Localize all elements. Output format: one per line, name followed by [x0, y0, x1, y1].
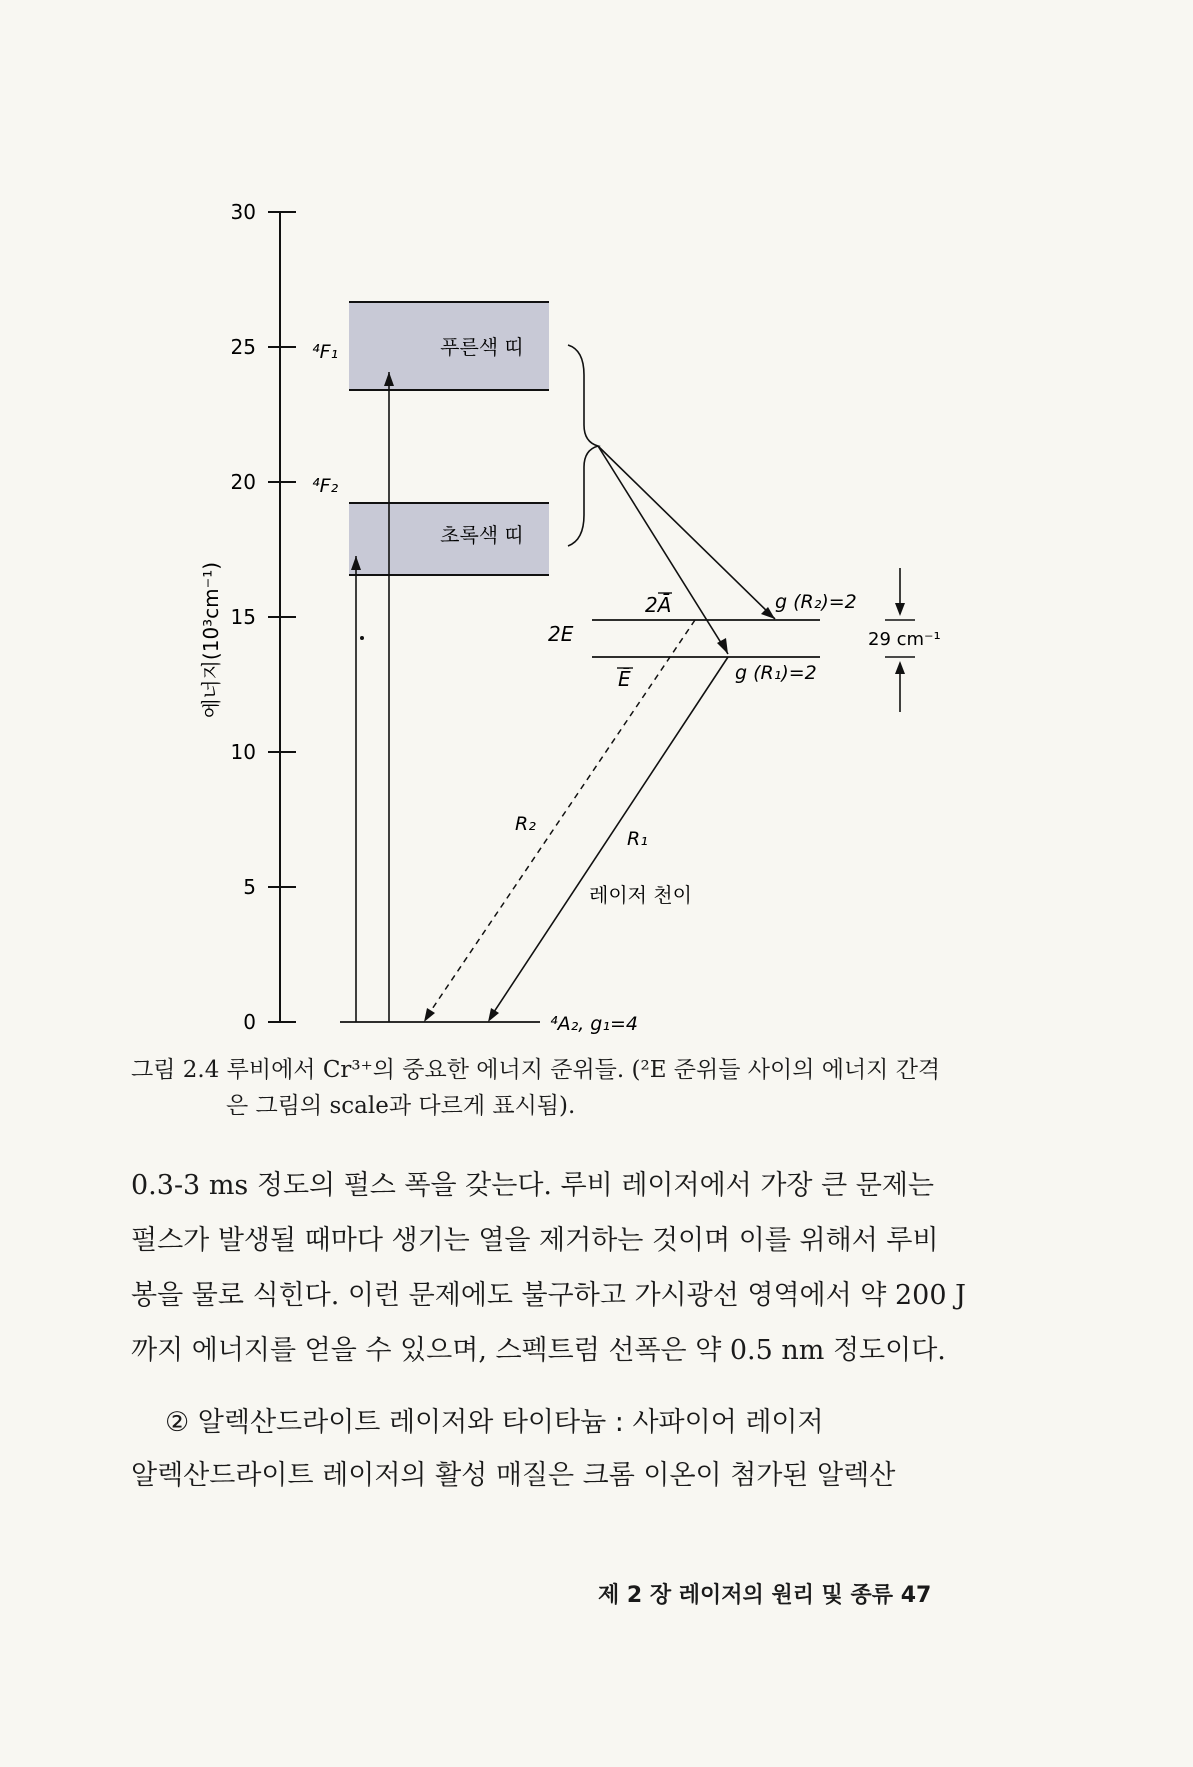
figure-caption: [131, 1052, 1031, 1124]
splitting-arrow-bottom-head: [895, 661, 905, 674]
y-axis: [231, 200, 296, 1034]
transition-r1-head: [488, 1008, 499, 1022]
transition-r2: [426, 620, 695, 1018]
band-brace: [568, 345, 598, 546]
y-tick-label-4: 10: [230, 740, 256, 764]
band-label-blue: 푸른색 띠: [440, 335, 524, 359]
level-group-2e: 2E: [548, 622, 574, 646]
decay-arrow-lower: [598, 446, 728, 654]
y-tick-label-2: 20: [230, 470, 256, 494]
ground-level-label: ⁴A₂, g₁=4: [550, 1013, 638, 1035]
y-tick-label-5: 5: [243, 875, 256, 899]
caption-line-2: 은 그림의 scale과 다르게 표시됨).: [226, 1093, 576, 1119]
transition-r2-label: R₂: [515, 813, 536, 835]
transition-r1-label: R₁: [627, 828, 648, 850]
paragraph-1-line-3: 봉을 물로 식힌다. 이런 문제에도 불구하고 가시광선 영역에서 약 200 J: [131, 1280, 966, 1311]
transition-r2-head: [424, 1008, 435, 1022]
page-footer: 제 2 장 레이저의 원리 및 종류 47: [598, 1583, 932, 1608]
level-2a-label: 2Ā: [645, 593, 672, 617]
y-tick-label-3: 15: [230, 605, 256, 629]
caption-line-1: 그림 2.4 루비에서 Cr³⁺의 중요한 에너지 준위들. (²E 준위들 사이의 에너지 간격: [131, 1057, 941, 1083]
paragraph-1-line-1: 0.3-3 ms 정도의 펄스 폭을 갖는다. 루비 레이저에서 가장 큰 문제는: [131, 1170, 934, 1201]
band-label-green: 초록색 띠: [440, 523, 524, 547]
level-e-degeneracy: g (R₁)=2: [735, 662, 817, 684]
transition-r1-description: 레이저 천이: [589, 883, 692, 907]
y-axis-label: 에너지(10³cm⁻¹): [199, 561, 223, 719]
y-tick-label-1: 25: [230, 335, 256, 359]
paragraph-1: [131, 1158, 1036, 1378]
paragraph-1-line-4: 까지 에너지를 얻을 수 있으며, 스펙트럼 선폭은 약 0.5 nm 정도이다.: [131, 1335, 946, 1366]
splitting-arrow-top-head: [895, 603, 905, 616]
band-name-4f2: ⁴F₂: [312, 475, 339, 497]
section-heading: ② 알렉산드라이트 레이저와 타이타늄 : 사파이어 레이저: [165, 1407, 824, 1438]
band-name-4f1: ⁴F₁: [312, 341, 339, 363]
decay-arrow-upper: [598, 446, 775, 619]
paragraph-2-line-1: 알렉산드라이트 레이저의 활성 매질은 크롬 이온이 첨가된 알렉산: [131, 1460, 896, 1491]
paragraph-1-line-2: 펄스가 발생될 때마다 생기는 열을 제거하는 것이며 이를 위해서 루비: [131, 1225, 939, 1256]
level-e-label: Ē: [618, 667, 631, 691]
level-2a-degeneracy: g (R₂)=2: [775, 591, 857, 613]
splitting-label: 29 cm⁻¹: [868, 629, 941, 650]
decay-arrow-upper-head: [761, 607, 775, 619]
dot-mark: [360, 636, 364, 640]
paragraph-2: [131, 1448, 1036, 1503]
transition-r1: [490, 657, 728, 1018]
y-tick-label-0: 30: [230, 200, 256, 224]
y-tick-label-6: 0: [243, 1010, 256, 1034]
